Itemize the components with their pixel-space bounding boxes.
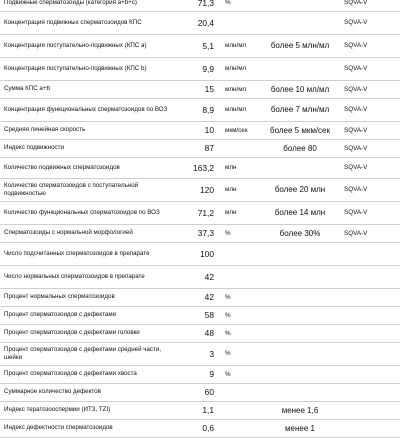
unit xyxy=(222,383,262,401)
result-value: 42 xyxy=(170,265,222,288)
method: SQVA-V xyxy=(338,0,400,11)
parameter-name: Концентрация функциональных сперматозоидов по ВОЗ xyxy=(0,98,170,121)
unit xyxy=(222,11,262,34)
unit: млн/мл xyxy=(222,98,262,121)
unit: млн xyxy=(222,178,262,201)
parameter-name: Индекс дефектности сперматозоидов xyxy=(0,419,170,437)
result-value: 8,9 xyxy=(170,98,222,121)
table-row xyxy=(0,401,400,419)
table-row xyxy=(0,365,400,383)
reference-range xyxy=(262,383,338,401)
reference-range: более 30% xyxy=(262,224,338,242)
parameter-name: Индекс подвижности xyxy=(0,139,170,157)
unit: % xyxy=(222,342,262,365)
table-row xyxy=(0,265,400,288)
result-value: 100 xyxy=(170,242,222,265)
method: SQVA-V xyxy=(338,139,400,157)
method: SQVA-V xyxy=(338,98,400,121)
result-value: 87 xyxy=(170,139,222,157)
method: SQVA-V xyxy=(338,178,400,201)
table-row xyxy=(0,419,400,437)
reference-range: более 80 xyxy=(262,139,338,157)
parameter-name: Концентрация подвижных сперматозоидов КПС xyxy=(0,11,170,34)
parameter-name: Процент нормальных сперматозоидов xyxy=(0,288,170,306)
method: SQVA-V xyxy=(338,80,400,98)
parameter-name: Количество сперматозоидов с поступательной подвижностью xyxy=(0,178,170,201)
method: SQVA-V xyxy=(338,224,400,242)
table-row xyxy=(0,139,400,157)
method xyxy=(338,383,400,401)
unit xyxy=(222,139,262,157)
table-row xyxy=(0,383,400,401)
unit: % xyxy=(222,324,262,342)
table-row xyxy=(0,0,400,11)
unit: % xyxy=(222,306,262,324)
method xyxy=(338,419,400,437)
parameter-name: Число подсчитанных сперматозоидов в препарате xyxy=(0,242,170,265)
result-value: 1,1 xyxy=(170,401,222,419)
reference-range xyxy=(262,57,338,80)
unit xyxy=(222,419,262,437)
method xyxy=(338,306,400,324)
unit: % xyxy=(222,224,262,242)
reference-range xyxy=(262,365,338,383)
unit: млн/мл xyxy=(222,34,262,57)
unit: млн/мл xyxy=(222,80,262,98)
method xyxy=(338,342,400,365)
result-value: 120 xyxy=(170,178,222,201)
table-row xyxy=(0,306,400,324)
table-row xyxy=(0,324,400,342)
result-value: 20,4 xyxy=(170,11,222,34)
reference-range: более 5 млн/мл xyxy=(262,34,338,57)
unit: млн xyxy=(222,157,262,178)
parameter-name: Число нормальных сперматозоидов в препарате xyxy=(0,265,170,288)
table-row xyxy=(0,157,400,178)
reference-range: более 7 млн/мл xyxy=(262,98,338,121)
table-row xyxy=(0,11,400,34)
parameter-name: Количество подвижных сперматозоидов xyxy=(0,157,170,178)
reference-range xyxy=(262,157,338,178)
reference-range xyxy=(262,324,338,342)
reference-range xyxy=(262,11,338,34)
table-row xyxy=(0,201,400,224)
method: SQVA-V xyxy=(338,121,400,139)
result-value: 71,2 xyxy=(170,201,222,224)
unit xyxy=(222,242,262,265)
parameter-name: Суммарное количество дефектов xyxy=(0,383,170,401)
result-value: 58 xyxy=(170,306,222,324)
table-row xyxy=(0,242,400,265)
table-row xyxy=(0,288,400,306)
unit: мкм/сек xyxy=(222,121,262,139)
parameter-name: Концентрация поступательно-подвижных (КПС a) xyxy=(0,34,170,57)
table-row xyxy=(0,80,400,98)
result-value: 15 xyxy=(170,80,222,98)
unit: млн/мл xyxy=(222,57,262,80)
unit: % xyxy=(222,288,262,306)
reference-range xyxy=(262,306,338,324)
result-value: 0,6 xyxy=(170,419,222,437)
reference-range xyxy=(262,288,338,306)
unit xyxy=(222,265,262,288)
result-value: 71,3 xyxy=(170,0,222,11)
parameter-name: Индекс тератозооспермии (ИТЗ, TZI) xyxy=(0,401,170,419)
table-row xyxy=(0,98,400,121)
unit: % xyxy=(222,365,262,383)
reference-range: более 20 млн xyxy=(262,178,338,201)
unit: млн xyxy=(222,201,262,224)
parameter-name: Количество функциональных сперматозоидов по ВОЗ xyxy=(0,201,170,224)
reference-range: более 10 мл/мл xyxy=(262,80,338,98)
reference-range xyxy=(262,0,338,11)
parameter-name: Процент сперматозоидов с дефектами головки xyxy=(0,324,170,342)
table-row xyxy=(0,34,400,57)
method: SQVA-V xyxy=(338,157,400,178)
method: SQVA-V xyxy=(338,201,400,224)
reference-range: менее 1,6 xyxy=(262,401,338,419)
result-value: 5,1 xyxy=(170,34,222,57)
parameter-name: Концентрация поступательно-подвижных (КПС b) xyxy=(0,57,170,80)
method xyxy=(338,365,400,383)
parameter-name: Сумма КПС a+b xyxy=(0,80,170,98)
method xyxy=(338,324,400,342)
method xyxy=(338,401,400,419)
table-row xyxy=(0,121,400,139)
reference-range: более 5 мкм/сек xyxy=(262,121,338,139)
reference-range xyxy=(262,242,338,265)
result-value: 37,3 xyxy=(170,224,222,242)
table-row xyxy=(0,178,400,201)
unit: % xyxy=(222,0,262,11)
result-value: 10 xyxy=(170,121,222,139)
reference-range xyxy=(262,342,338,365)
result-value: 3 xyxy=(170,342,222,365)
reference-range: более 14 млн xyxy=(262,201,338,224)
parameter-name: Сперматозоиды с нормальной морфологией xyxy=(0,224,170,242)
result-value: 60 xyxy=(170,383,222,401)
parameter-name: Средняя линейная скорость xyxy=(0,121,170,139)
parameter-name: Процент сперматозоидов с дефектами средней части, шейки xyxy=(0,342,170,365)
method: SQVA-V xyxy=(338,34,400,57)
parameter-name: Подвижные сперматозоиды (категория a+b+c) xyxy=(0,0,170,11)
reference-range xyxy=(262,265,338,288)
result-value: 42 xyxy=(170,288,222,306)
table-row xyxy=(0,57,400,80)
reference-range: менее 1 xyxy=(262,419,338,437)
result-value: 9,9 xyxy=(170,57,222,80)
result-value: 163,2 xyxy=(170,157,222,178)
unit xyxy=(222,401,262,419)
result-value: 9 xyxy=(170,365,222,383)
result-value: 48 xyxy=(170,324,222,342)
parameter-name: Процент сперматозоидов с дефектами хвоста xyxy=(0,365,170,383)
method: SQVA-V xyxy=(338,57,400,80)
method: SQVA-V xyxy=(338,11,400,34)
method xyxy=(338,265,400,288)
method xyxy=(338,242,400,265)
parameter-name: Процент сперматозоидов с дефектами xyxy=(0,306,170,324)
table-row xyxy=(0,342,400,365)
method xyxy=(338,288,400,306)
table-row xyxy=(0,224,400,242)
